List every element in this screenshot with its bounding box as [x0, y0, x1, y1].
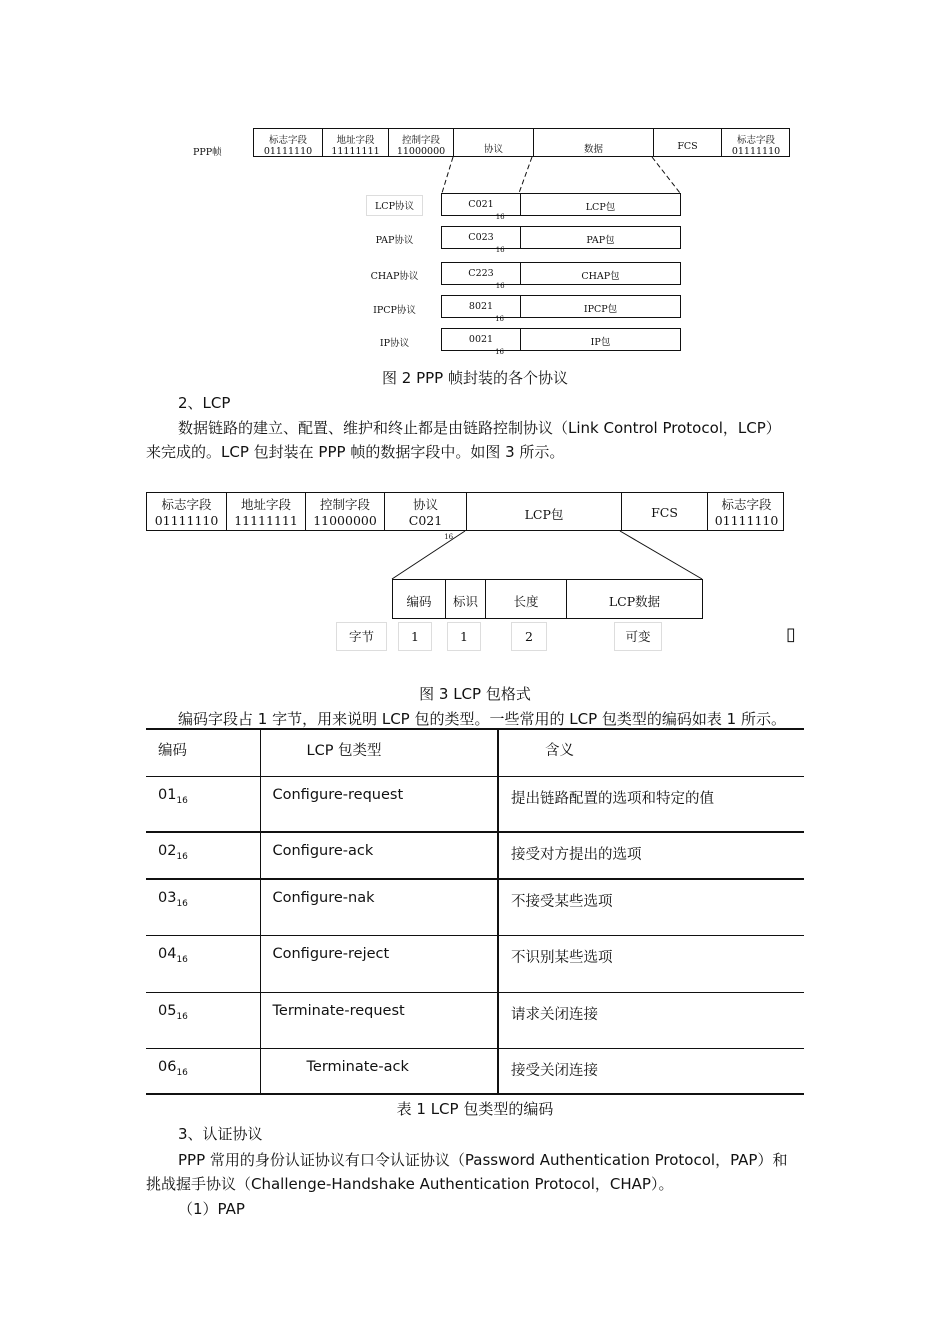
- code-cell: $05_{16}$: [146, 992, 260, 1048]
- section-heading-auth: 3、认证协议: [178, 1125, 263, 1143]
- code-cell: $03_{16}$: [146, 879, 260, 935]
- ppp-frame-label: PPP帧: [193, 147, 222, 158]
- type-cell: Configure-reject: [260, 935, 498, 992]
- meaning-cell: 不识别某些选项: [511, 949, 613, 966]
- frame-field: 协议 C021 16: [384, 493, 466, 530]
- table-row: [146, 935, 804, 992]
- table-row: [146, 879, 804, 935]
- frame-field: 数据: [533, 129, 653, 156]
- type-cell: Configure-request: [260, 776, 498, 832]
- frame-field: LCP包: [466, 493, 621, 530]
- type-cell: Configure-nak: [260, 879, 498, 935]
- sub-heading-pap: （1）PAP: [178, 1200, 245, 1218]
- meaning-cell: 提出链路配置的选项和特定的值: [511, 790, 714, 807]
- frame-field: 地址字段 11111111: [322, 129, 388, 156]
- size-value: 2: [511, 622, 547, 651]
- protocol-packet-box: 0021 16 IP包: [441, 328, 681, 351]
- table-header-row: [146, 729, 804, 776]
- code-cell: $01_{16}$: [146, 776, 260, 832]
- section-heading-lcp: 2、LCP: [178, 394, 231, 412]
- protocol-packet-box: 8021 16 IPCP包: [441, 295, 681, 318]
- meaning-cell: 接受对方提出的选项: [511, 847, 642, 863]
- figure-2-caption: 图 2 PPP 帧封装的各个协议: [382, 369, 568, 387]
- paragraph-line: 来完成的。LCP 包封装在 PPP 帧的数据字段中。如图 3 所示。: [146, 443, 565, 461]
- paragraph-line: 挑战握手协议（Challenge-Handshake Authentication Protocol，CHAP）。: [146, 1175, 674, 1193]
- frame-field: 标志字段 01111110: [707, 493, 785, 530]
- code-cell: $04_{16}$: [146, 935, 260, 992]
- code-cell: $06_{16}$: [146, 1048, 260, 1094]
- table-header: LCP 包类型: [260, 729, 498, 776]
- size-label: 字节: [336, 622, 387, 651]
- protocol-name: LCP协议: [366, 195, 423, 216]
- type-cell: Configure-ack: [260, 832, 498, 879]
- table-row: [146, 776, 804, 832]
- protocol-name: IPCP协议: [373, 305, 416, 316]
- paragraph-line: 数据链路的建立、配置、维护和终止都是由链路控制协议（Link Control Protocol，LCP）: [178, 419, 781, 437]
- packet-field: LCP数据: [566, 580, 702, 618]
- meaning-cell: 不接受某些选项: [511, 894, 613, 910]
- size-value: 1: [447, 622, 481, 651]
- size-value: 可变: [614, 622, 662, 651]
- protocol-name: PAP协议: [375, 235, 414, 246]
- frame-field: 协议: [453, 129, 533, 156]
- meaning-cell: 接受关闭连接: [511, 1062, 598, 1079]
- frame-field: 标志字段 01111110: [154, 497, 219, 528]
- type-cell: Terminate-ack: [260, 1048, 498, 1094]
- table-intro: 编码字段占 1 字节，用来说明 LCP 包的类型。一些常用的 LCP 包类型的编码如表 1 所示。: [178, 710, 786, 728]
- frame-field: 地址字段 11111111: [226, 493, 305, 530]
- table-header: 编码: [146, 729, 260, 776]
- paragraph-line: PPP 常用的身份认证协议有口令认证协议（Password Authentication Protocol，PAP）和: [178, 1151, 788, 1169]
- type-cell: Terminate-request: [260, 992, 498, 1048]
- packet-field: 标识: [445, 580, 485, 618]
- table-row: [146, 832, 804, 879]
- frame-field: 标志字段 01111110: [721, 129, 790, 156]
- packet-field: 编码: [406, 594, 432, 609]
- protocol-name: IP协议: [379, 338, 410, 349]
- stray-glyph: ▯: [786, 624, 796, 645]
- protocol-packet-box: C023 16 PAP包: [441, 226, 681, 249]
- frame-field: 控制字段 11000000: [305, 493, 384, 530]
- table-1-caption: 表 1 LCP 包类型的编码: [396, 1100, 554, 1118]
- packet-field: 长度: [485, 580, 566, 618]
- table-header: 含义: [545, 743, 574, 759]
- lcp-type-table: [146, 729, 804, 1095]
- lcp-packet-format: [392, 579, 703, 619]
- meaning-cell: 请求关闭连接: [511, 1006, 598, 1023]
- table-row: [146, 992, 804, 1048]
- frame-field: 标志字段 01111110: [263, 135, 313, 157]
- table-row: [146, 1048, 804, 1094]
- protocol-packet-box: C021 16 LCP包: [441, 193, 681, 216]
- size-value: 1: [398, 622, 432, 651]
- figure-3-caption: 图 3 LCP 包格式: [419, 685, 531, 703]
- protocol-name: CHAP协议: [370, 271, 419, 282]
- frame-field: 控制字段 11000000: [388, 129, 453, 156]
- protocol-packet-box: C223 16 CHAP包: [441, 262, 681, 285]
- frame-field: FCS: [621, 493, 707, 530]
- code-cell: $02_{16}$: [146, 832, 260, 879]
- frame-field: FCS: [653, 129, 721, 156]
- figure-3-connectors: [0, 0, 950, 600]
